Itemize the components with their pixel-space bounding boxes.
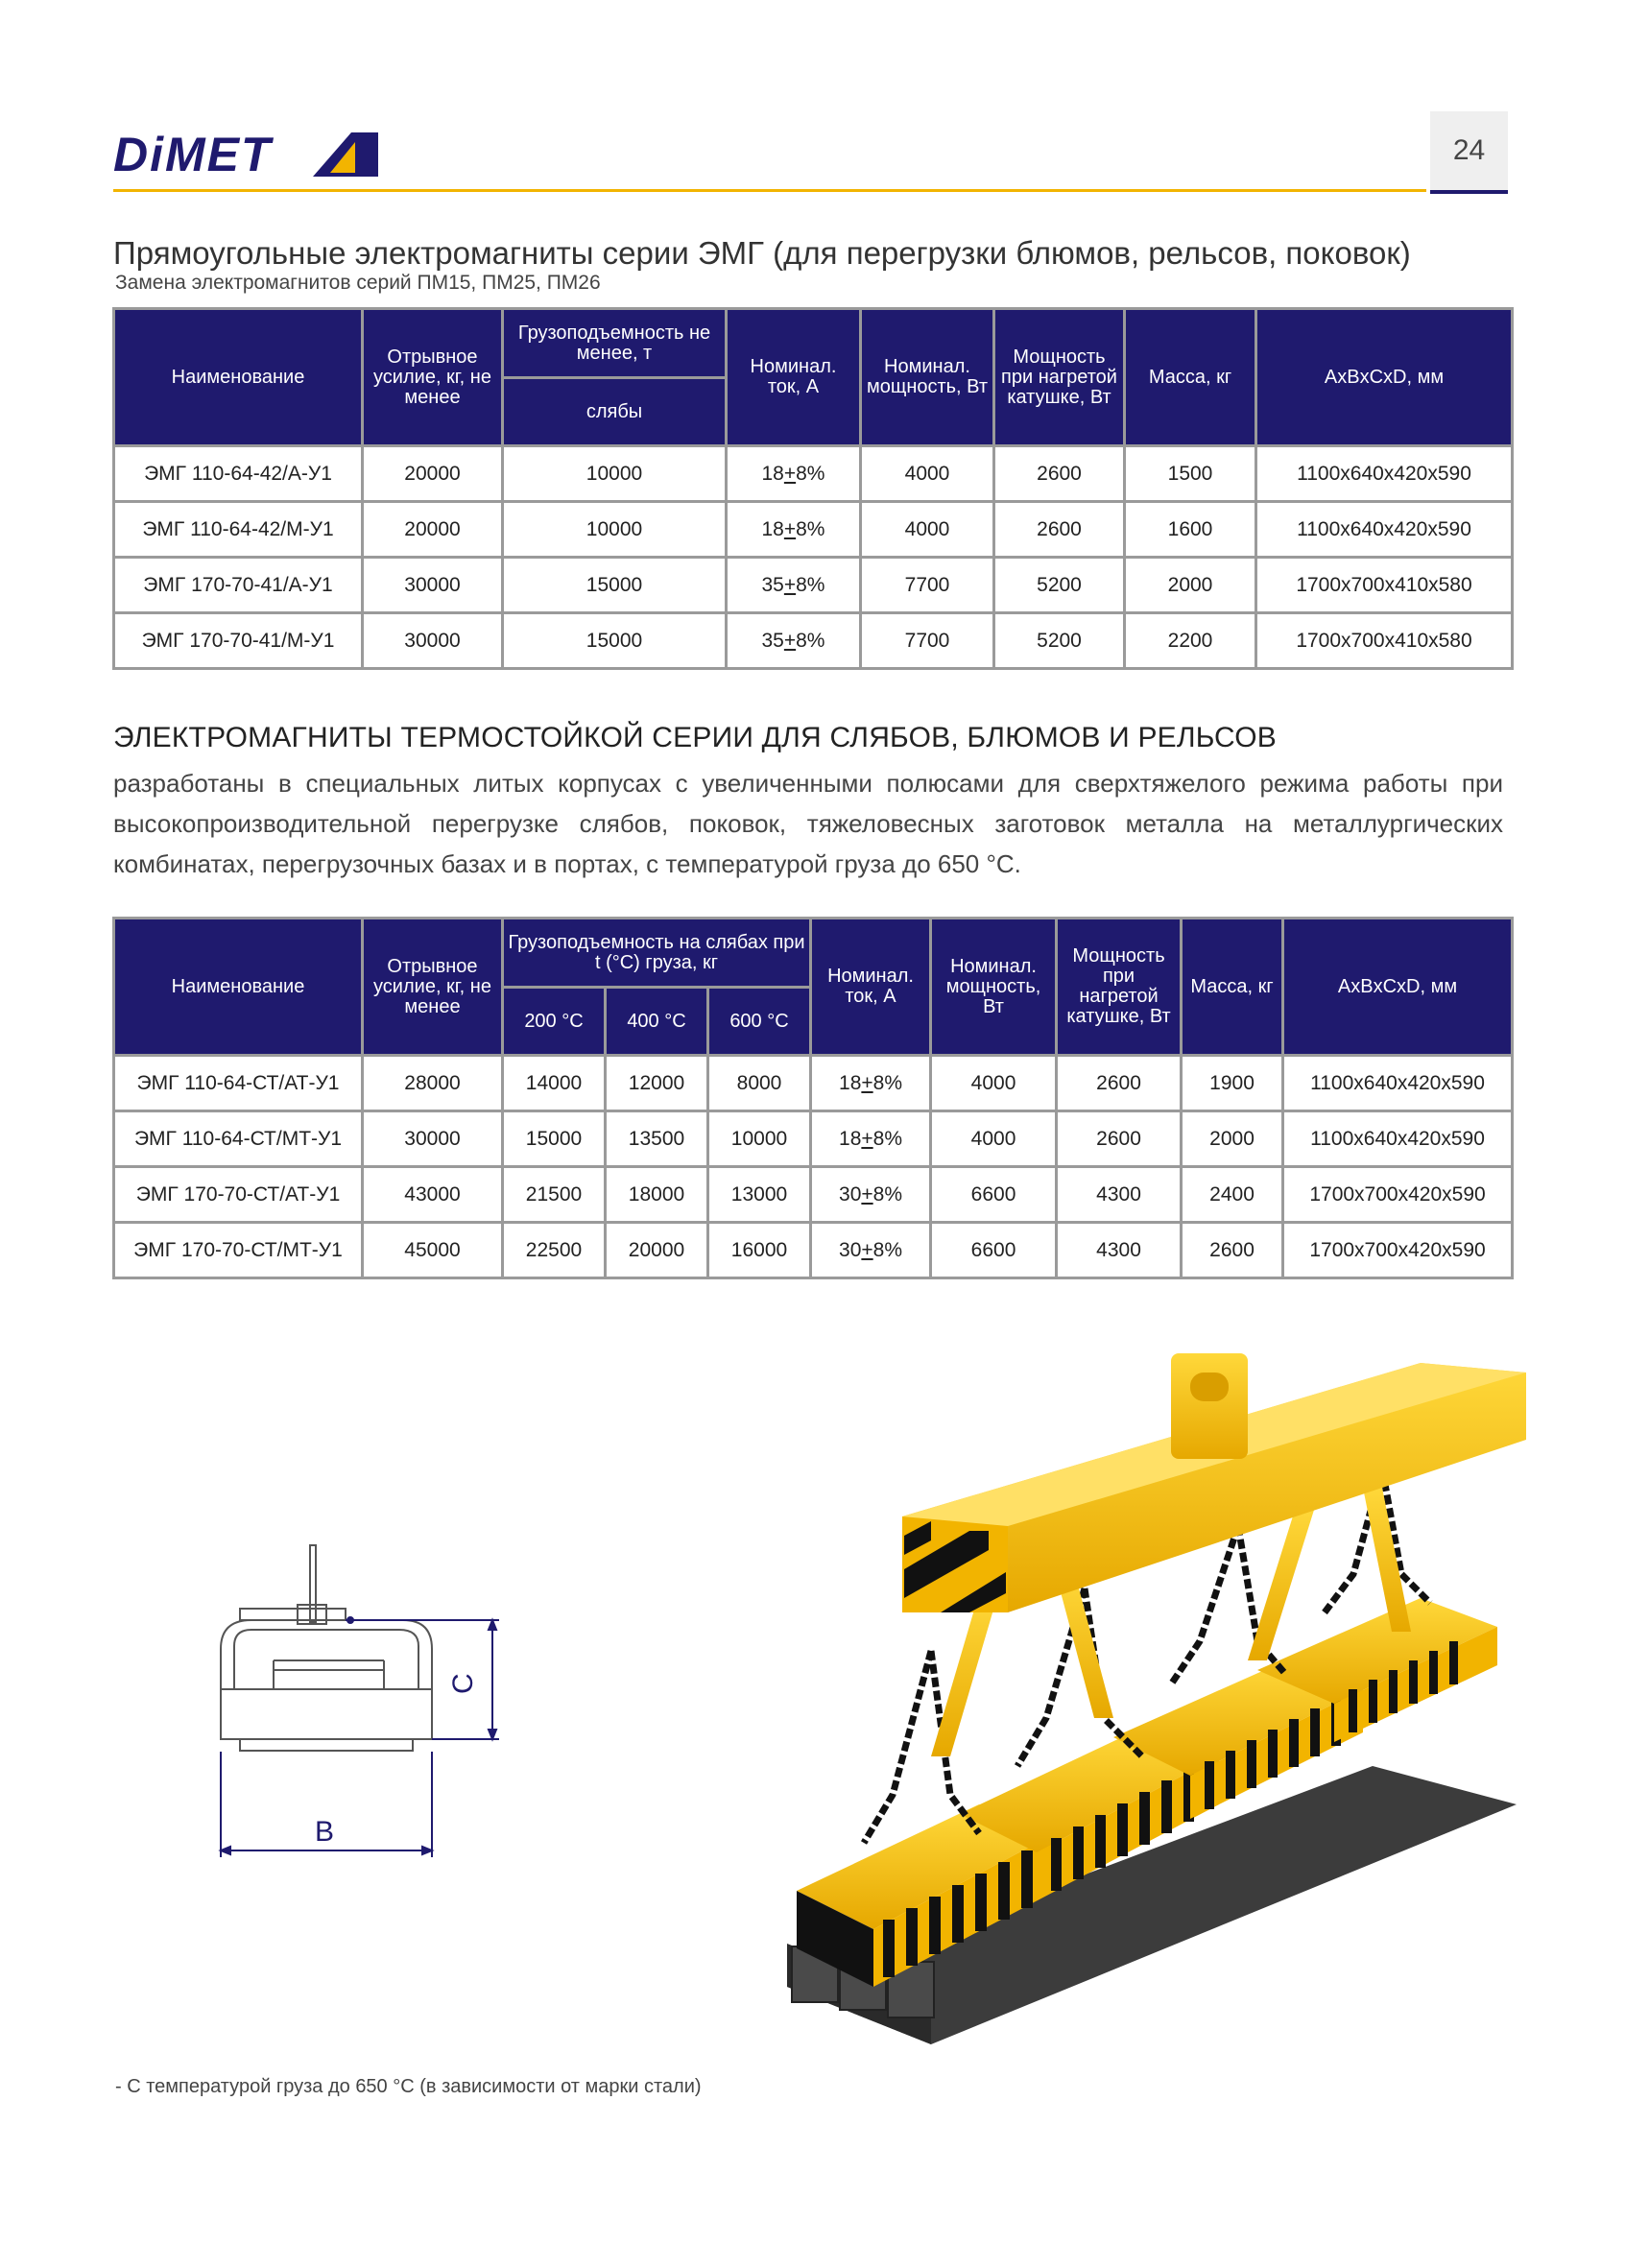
cell-dims: 1100x640x420x590 (1283, 1056, 1513, 1111)
cell-name: ЭМГ 170-70-СТ/АТ-У1 (114, 1167, 363, 1223)
current-tolerance-percent: 8% (796, 573, 825, 596)
cell-mass: 2200 (1125, 613, 1256, 669)
table-row (114, 502, 1513, 558)
col-header-heated-power: Мощность при нагретой катушке, Вт (994, 309, 1125, 446)
current-tolerance-percent: 8% (796, 462, 825, 485)
cell-capacity: 10000 (503, 446, 727, 502)
cell-mass: 1900 (1182, 1056, 1283, 1111)
table-row (114, 1111, 1513, 1167)
cell-mass: 2000 (1182, 1111, 1283, 1167)
cell-t200: 21500 (503, 1167, 606, 1223)
current-tolerance-sign: + (861, 1127, 873, 1150)
cell-power: 6600 (931, 1223, 1057, 1278)
table-row (114, 1056, 1513, 1111)
cell-current (811, 1111, 931, 1167)
cell-t600: 10000 (708, 1111, 811, 1167)
current-tolerance-percent: 8% (796, 517, 825, 540)
cell-t600: 8000 (708, 1056, 811, 1111)
cell-heated-power: 5200 (994, 613, 1125, 669)
current-tolerance-sign: + (783, 462, 797, 485)
cell-force: 45000 (363, 1223, 503, 1278)
cell-name: ЭМГ 110-64-42/А-У1 (114, 446, 363, 502)
cell-t600: 16000 (708, 1223, 811, 1278)
col-header-mass: Масса, кг (1182, 919, 1283, 1056)
table-row (114, 558, 1513, 613)
table-row (114, 613, 1513, 669)
table-row (114, 1223, 1513, 1278)
current-value: 30 (839, 1182, 862, 1206)
cell-t400: 18000 (606, 1167, 708, 1223)
cell-power: 7700 (861, 558, 994, 613)
current-tolerance-sign: + (783, 573, 797, 596)
col-header-capacity: Грузоподъемность на слябах при t (°С) груза, кг (503, 919, 811, 988)
magnet-dimension-diagram (192, 1536, 624, 1948)
cell-force: 30000 (363, 558, 503, 613)
page-number: 24 (1452, 134, 1486, 166)
cell-t200: 14000 (503, 1056, 606, 1111)
cell-power: 4000 (931, 1056, 1057, 1111)
dimension-label-b: B (315, 1816, 335, 1848)
current-value: 30 (839, 1238, 862, 1261)
logo-triangle-icon (313, 132, 378, 177)
header-divider (113, 189, 1426, 192)
cell-name: ЭМГ 170-70-41/А-У1 (114, 558, 363, 613)
cell-mass: 1500 (1125, 446, 1256, 502)
cell-power: 6600 (931, 1167, 1057, 1223)
cell-current (727, 502, 861, 558)
cell-heated-power: 2600 (1057, 1111, 1182, 1167)
footnote: - С температурой груза до 650 °С (в зависимости от марки стали) (115, 2076, 702, 2097)
cell-force: 20000 (363, 446, 503, 502)
col-header-t200: 200 °С (503, 988, 606, 1056)
spec-table-heat-resistant (112, 917, 1514, 1279)
current-value: 35 (761, 629, 784, 652)
cell-dims: 1700x700x420x590 (1283, 1223, 1513, 1278)
page-number-box (1430, 111, 1508, 194)
col-header-heated-power: Мощность при нагретой катушке, Вт (1057, 919, 1182, 1056)
current-tolerance-percent: 8% (872, 1127, 902, 1150)
cell-dims: 1100x640x420x590 (1256, 502, 1513, 558)
dimet-logo (113, 128, 382, 181)
cell-name: ЭМГ 170-70-СТ/МТ-У1 (114, 1223, 363, 1278)
cell-heated-power: 2600 (994, 502, 1125, 558)
cell-force: 28000 (363, 1056, 503, 1111)
col-header-t400: 400 °С (606, 988, 708, 1056)
cell-capacity: 15000 (503, 558, 727, 613)
col-header-current: Номинал. ток, А (727, 309, 861, 446)
logo-text: DiMET (113, 128, 273, 181)
current-tolerance-percent: 8% (872, 1182, 902, 1206)
col-header-capacity: Грузоподъемность не менее, т (503, 309, 727, 378)
magnet-crane-beam-illustration (787, 1353, 1545, 2054)
table-row (114, 1167, 1513, 1223)
current-tolerance-sign: + (861, 1182, 873, 1206)
section1-subtitle: Замена электромагнитов серий ПМ15, ПМ25, ПМ26 (115, 272, 601, 294)
cell-dims: 1700x700x420x590 (1283, 1167, 1513, 1223)
section2-title: ЭЛЕКТРОМАГНИТЫ ТЕРМОСТОЙКОЙ СЕРИИ ДЛЯ СЛЯБОВ, БЛЮМОВ И РЕЛЬСОВ (113, 722, 1277, 753)
cell-t400: 12000 (606, 1056, 708, 1111)
cell-heated-power: 4300 (1057, 1223, 1182, 1278)
current-value: 18 (839, 1127, 862, 1150)
current-value: 18 (839, 1071, 862, 1094)
col-header-force: Отрывное усилие, кг, не менее (363, 919, 503, 1056)
current-tolerance-percent: 8% (796, 629, 825, 652)
cell-capacity: 10000 (503, 502, 727, 558)
current-tolerance-percent: 8% (872, 1071, 902, 1094)
col-header-power: Номинал. мощность, Вт (861, 309, 994, 446)
col-header-capacity-slabs: слябы (503, 378, 727, 446)
current-tolerance-percent: 8% (872, 1238, 902, 1261)
cell-mass: 2400 (1182, 1167, 1283, 1223)
cell-mass: 2000 (1125, 558, 1256, 613)
cell-heated-power: 2600 (1057, 1056, 1182, 1111)
cell-heated-power: 4300 (1057, 1167, 1182, 1223)
current-value: 18 (761, 517, 784, 540)
current-tolerance-sign: + (861, 1238, 873, 1261)
cell-t200: 22500 (503, 1223, 606, 1278)
col-header-dims: AxBxCxD, мм (1256, 309, 1513, 446)
cell-dims: 1100x640x420x590 (1256, 446, 1513, 502)
cell-name: ЭМГ 110-64-СТ/АТ-У1 (114, 1056, 363, 1111)
section1-title: Прямоугольные электромагниты серии ЭМГ (для перегрузки блюмов, рельсов, поковок) (113, 235, 1411, 271)
cell-t600: 13000 (708, 1167, 811, 1223)
cell-name: ЭМГ 110-64-42/М-У1 (114, 502, 363, 558)
cell-heated-power: 2600 (994, 446, 1125, 502)
current-value: 18 (761, 462, 784, 485)
cell-capacity: 15000 (503, 613, 727, 669)
col-header-dims: AxBxCxD, мм (1283, 919, 1513, 1056)
spec-table-emg (112, 307, 1514, 670)
dimension-label-c: C (447, 1673, 479, 1694)
col-header-force: Отрывное усилие, кг, не менее (363, 309, 503, 446)
col-header-current: Номинал. ток, А (811, 919, 931, 1056)
cell-force: 30000 (363, 613, 503, 669)
cell-mass: 1600 (1125, 502, 1256, 558)
current-tolerance-sign: + (783, 629, 797, 652)
cell-current (727, 558, 861, 613)
cell-force: 20000 (363, 502, 503, 558)
cell-power: 4000 (861, 446, 994, 502)
cell-force: 43000 (363, 1167, 503, 1223)
table-row (114, 446, 1513, 502)
cell-t200: 15000 (503, 1111, 606, 1167)
cell-current (811, 1167, 931, 1223)
current-tolerance-sign: + (861, 1071, 873, 1094)
cell-mass: 2600 (1182, 1223, 1283, 1278)
cell-current (727, 446, 861, 502)
cell-power: 4000 (861, 502, 994, 558)
cell-dims: 1700x700x410x580 (1256, 558, 1513, 613)
cell-name: ЭМГ 170-70-41/М-У1 (114, 613, 363, 669)
cell-dims: 1700x700x410x580 (1256, 613, 1513, 669)
cell-t400: 13500 (606, 1111, 708, 1167)
cell-force: 30000 (363, 1111, 503, 1167)
current-value: 35 (761, 573, 784, 596)
current-tolerance-sign: + (783, 517, 797, 540)
col-header-name: Наименование (114, 309, 363, 446)
col-header-t600: 600 °С (708, 988, 811, 1056)
section2-description: разработаны в специальных литых корпусах с увеличенными полюсами для сверхтяжелого режима работы при высокопроизводительной перегрузке слябов, поковок, тяжеловесных заготовок металла на металлургических комбинатах, перегрузочных базах и в портах, с температурой груза до 650 °С. (113, 769, 1503, 878)
cell-heated-power: 5200 (994, 558, 1125, 613)
cell-current (811, 1056, 931, 1111)
col-header-power: Номинал. мощность, Вт (931, 919, 1057, 1056)
cell-current (727, 613, 861, 669)
cell-dims: 1100x640x420x590 (1283, 1111, 1513, 1167)
cell-current (811, 1223, 931, 1278)
col-header-name: Наименование (114, 919, 363, 1056)
cell-power: 4000 (931, 1111, 1057, 1167)
col-header-mass: Масса, кг (1125, 309, 1256, 446)
cell-name: ЭМГ 110-64-СТ/МТ-У1 (114, 1111, 363, 1167)
cell-power: 7700 (861, 613, 994, 669)
cell-t400: 20000 (606, 1223, 708, 1278)
